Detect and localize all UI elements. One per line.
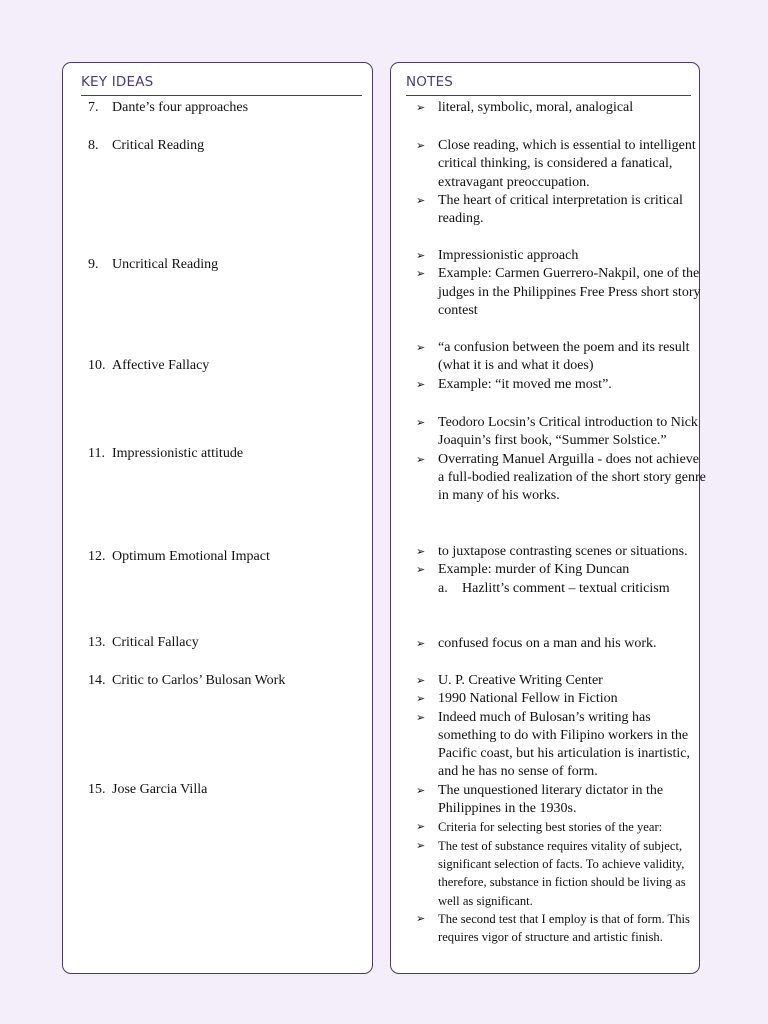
key-idea-label: Jose Garcia Villa xyxy=(112,782,208,797)
note-group xyxy=(416,543,706,598)
key-idea-number: 15. xyxy=(88,782,106,797)
arrow-bullet-icon: ➢ xyxy=(416,820,426,834)
arrow-bullet-icon: ➢ xyxy=(416,139,426,152)
subitem-letter: a. xyxy=(438,580,448,596)
arrow-bullet-icon: ➢ xyxy=(416,249,426,262)
note-text: 1990 National Fellow in Fiction xyxy=(438,691,618,707)
arrow-bullet-icon: ➢ xyxy=(416,341,426,354)
note-bullet xyxy=(416,451,706,506)
key-idea-label: Critical Reading xyxy=(112,138,205,153)
note-text: Indeed much of Bulosan’s writing has something to do with Filipino workers in the Pacific coast, but his articulation is inartistic, and he has no sense of form. xyxy=(438,709,690,780)
key-idea-number: 14. xyxy=(88,673,106,688)
note-bullet xyxy=(416,837,706,910)
arrow-bullet-icon: ➢ xyxy=(416,563,426,577)
note-group xyxy=(416,672,706,946)
note-bullet xyxy=(416,339,706,376)
note-group xyxy=(416,137,706,228)
key-idea-item xyxy=(88,99,248,117)
note-text: to juxtapose contrasting scenes or situations. xyxy=(438,544,688,559)
note-text: Example: murder of King Duncan xyxy=(438,562,630,578)
note-bullet xyxy=(416,137,706,192)
key-ideas-panel xyxy=(62,62,373,974)
key-idea-label: Dante’s four approaches xyxy=(112,100,249,115)
note-group xyxy=(416,635,706,653)
arrow-bullet-icon: ➢ xyxy=(416,783,426,797)
note-text: Example: Carmen Guerrero-Nakpil, one of the judges in the Philippines Free Press short story contest xyxy=(438,266,701,318)
key-idea-item xyxy=(88,548,270,566)
arrow-bullet-icon: ➢ xyxy=(416,452,426,466)
note-bullet xyxy=(416,561,706,579)
key-idea-number: 9. xyxy=(88,257,99,272)
key-idea-label: Uncritical Reading xyxy=(112,257,219,272)
key-idea-item xyxy=(88,781,207,799)
note-bullet xyxy=(416,99,706,117)
key-idea-number: 11. xyxy=(88,446,105,461)
note-text: literal, symbolic, moral, analogical xyxy=(438,100,634,115)
key-idea-item xyxy=(88,634,199,652)
key-idea-label: Impressionistic attitude xyxy=(112,446,244,461)
note-bullet xyxy=(416,414,706,451)
note-text: The heart of critical interpretation is critical reading. xyxy=(438,192,683,227)
key-idea-item xyxy=(88,672,285,690)
arrow-bullet-icon: ➢ xyxy=(416,101,426,114)
note-text: confused focus on a man and his work. xyxy=(438,636,657,651)
note-text: Impressionistic approach xyxy=(438,248,579,263)
key-idea-number: 13. xyxy=(88,635,106,650)
note-text: Overrating Manuel Arguilla - does not achieve a full-bodied realization of the short story genre in many of his works. xyxy=(438,451,706,504)
note-text: U. P. Creative Writing Center xyxy=(438,673,603,688)
note-bullet xyxy=(416,265,706,320)
key-idea-label: Critical Fallacy xyxy=(112,635,199,650)
subitem-text: Hazlitt’s comment – textual criticism xyxy=(462,580,670,596)
key-idea-item xyxy=(88,445,243,463)
arrow-bullet-icon: ➢ xyxy=(416,637,426,650)
note-bullet xyxy=(416,635,706,653)
arrow-bullet-icon: ➢ xyxy=(416,416,426,429)
note-text: The second test that I employ is that of form. This requires vigor of structure and artistic finish. xyxy=(438,911,690,945)
note-group xyxy=(416,339,706,394)
arrow-bullet-icon: ➢ xyxy=(416,692,426,706)
key-idea-number: 10. xyxy=(88,358,106,373)
note-text: Criteria for selecting best stories of the year: xyxy=(438,820,663,835)
arrow-bullet-icon: ➢ xyxy=(416,674,426,687)
note-text: Example: “it moved me most”. xyxy=(438,376,612,392)
note-text: “a confusion between the poem and its result (what it is and what it does) xyxy=(438,340,690,374)
note-bullet xyxy=(416,910,706,947)
note-bullet xyxy=(416,376,706,394)
arrow-bullet-icon: ➢ xyxy=(416,377,426,391)
arrow-bullet-icon: ➢ xyxy=(416,911,426,925)
note-text: Close reading, which is essential to intelligent critical thinking, is considered a fanatical, extravagant preoccupation. xyxy=(438,138,696,190)
arrow-bullet-icon: ➢ xyxy=(416,267,426,281)
note-group xyxy=(416,414,706,505)
key-idea-label: Critic to Carlos’ Bulosan Work xyxy=(112,673,286,688)
note-group xyxy=(416,99,706,117)
key-idea-label: Optimum Emotional Impact xyxy=(112,549,270,564)
note-subitem xyxy=(416,580,706,598)
note-bullet xyxy=(416,818,706,836)
key-idea-number: 12. xyxy=(88,549,106,564)
arrow-bullet-icon: ➢ xyxy=(416,838,426,852)
note-group xyxy=(416,247,706,320)
key-idea-number: 8. xyxy=(88,138,99,153)
key-ideas-header: KEY IDEAS xyxy=(81,73,362,96)
note-bullet xyxy=(416,543,706,561)
note-text: Teodoro Locsin’s Critical introduction to Nick Joaquin’s first book, “Summer Solstice.” xyxy=(438,415,698,449)
key-idea-item xyxy=(88,357,209,375)
key-idea-item xyxy=(88,256,218,274)
note-bullet xyxy=(416,247,706,265)
key-idea-label: Affective Fallacy xyxy=(112,358,210,373)
key-idea-item xyxy=(88,137,204,155)
arrow-bullet-icon: ➢ xyxy=(416,710,426,724)
arrow-bullet-icon: ➢ xyxy=(416,193,426,207)
note-bullet xyxy=(416,672,706,690)
note-text: The unquestioned literary dictator in the Philippines in the 1930s. xyxy=(438,782,664,817)
note-bullet xyxy=(416,709,706,782)
note-text: The test of substance requires vitality of subject, significant selection of facts. To achieve validity, therefore, substance in fiction should be living as well as significant. xyxy=(438,838,686,908)
note-bullet xyxy=(416,782,706,819)
notes-header: NOTES xyxy=(406,73,691,96)
note-bullet xyxy=(416,690,706,708)
key-idea-number: 7. xyxy=(88,100,99,115)
note-bullet xyxy=(416,192,706,229)
arrow-bullet-icon: ➢ xyxy=(416,545,426,558)
